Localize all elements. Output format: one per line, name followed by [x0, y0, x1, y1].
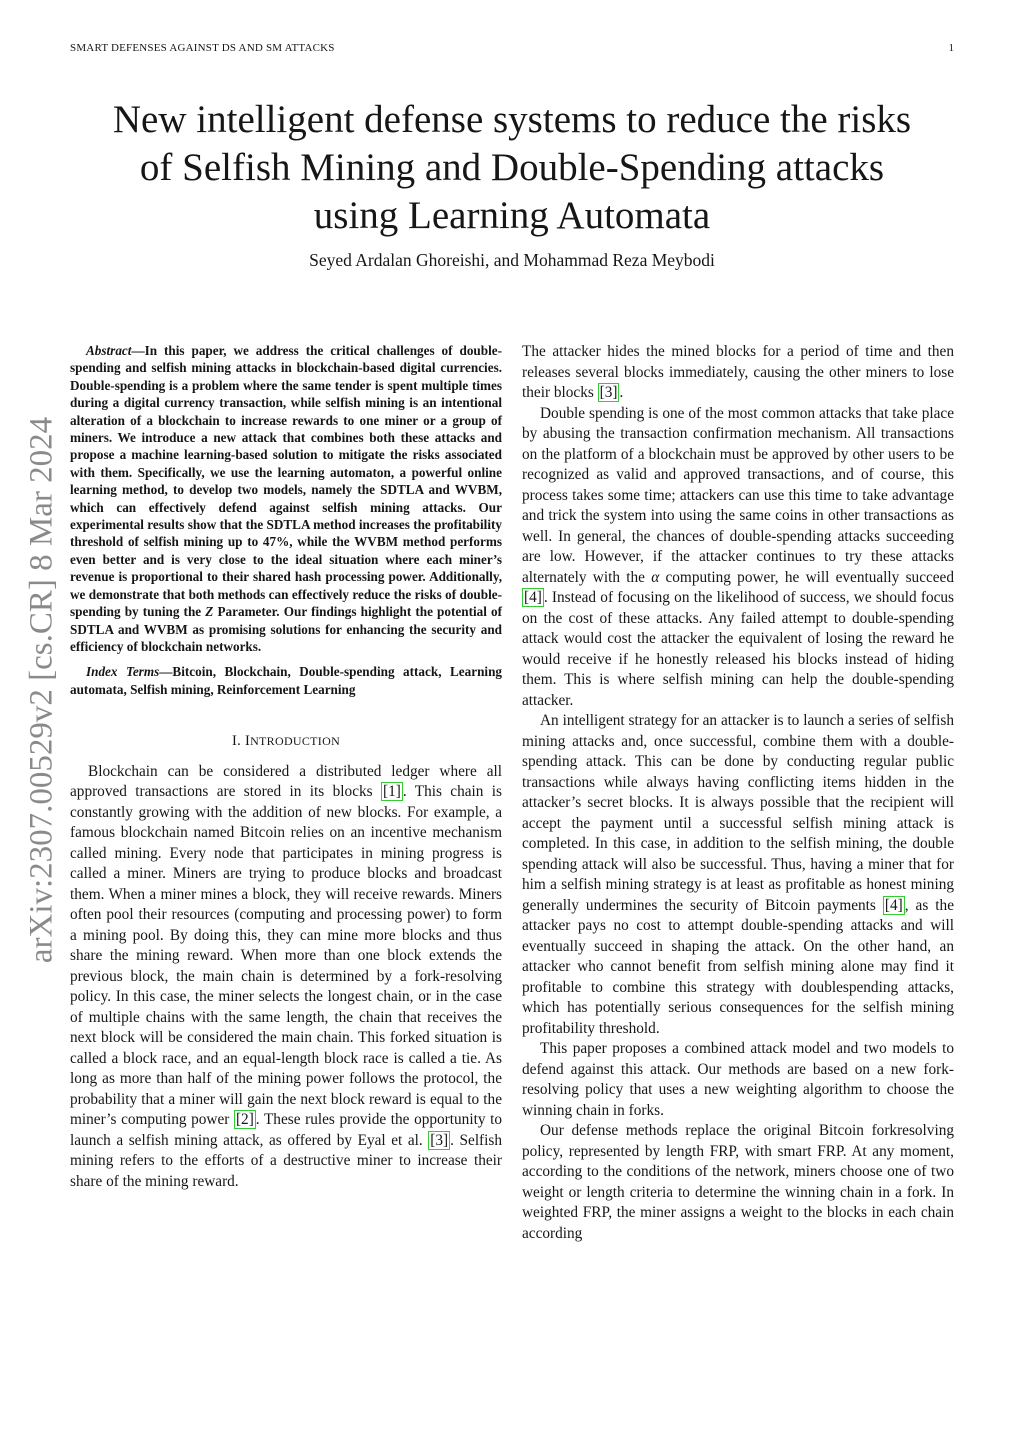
arxiv-stamp-text: arXiv:2307.00529v2 [cs.CR] 8 Mar 2024 [23, 416, 60, 964]
paragraph-text: Double spending is one of the most common attacks that take place by abusing the transaction confirmation mechanism. All transactions on the platform of a blockchain must be approved by other users to be recognized as valid and approved transactions, and of course, this process takes some time; attackers can use this time to take advantage and trick the system into using the same coins in other transactions as well. In general, the chances of double-spending attacks succeeding are low. However, if the attacker continues to try these attacks alternately with the [522, 404, 954, 586]
page-number: 1 [948, 42, 954, 54]
citation-link[interactable]: [1] [382, 783, 401, 801]
left-column [70, 342, 502, 1192]
section-initial: I [244, 733, 251, 750]
right-column [522, 342, 954, 1244]
defense-methods-paragraph [522, 1121, 954, 1244]
paragraph-text: , as the attacker pays no cost to attempt double-spending attacks and will eventually succeed in shaping the attack. On the other hand, an attacker who cannot benefit from selfish mining alone may find it profitable to combine this strategy with doublespending attacks, which has potentially serious consequences for the selfish mining profitability threshold. [522, 896, 954, 1037]
citation-link[interactable]: [3] [599, 384, 618, 401]
proposal-paragraph [522, 1039, 954, 1121]
index-terms [70, 663, 502, 698]
title-line-2: of Selfish Mining and Double-Spending attacks [139, 146, 885, 189]
strategy-paragraph [522, 711, 954, 1039]
math-symbol: Z [205, 604, 214, 620]
title-line-3: using Learning Automata [313, 194, 711, 237]
index-terms-text: —Bitcoin, Blockchain, Double-spending attack, Learning automata, Selfish mining, Reinforcement Learning [70, 664, 502, 697]
index-terms-label: Index Terms [86, 664, 160, 680]
abstract-label: Abstract [86, 343, 132, 358]
citation-link[interactable]: [4] [524, 589, 542, 606]
paragraph-text: computing power, he will eventually succeed [659, 568, 954, 586]
double-spending-paragraph [522, 404, 954, 712]
section-title-rest: NTRODUCTION [250, 734, 341, 749]
paragraph-text: An intelligent strategy for an attacker is to launch a series of selfish mining attacks and, once successful, combine them with a double-spending attack. This can be done by conducting regular public transactions while always having conflicting items hidden in the attacker’s secret blocks. It is always possible that the recipient will accept the payment until a successful selfish mining attack is completed. In this case, in addition to the selfish mining, the double spending attack will also be successful. Thus, having a miner that for him a selfish mining strategy is at least as profitable as honest mining generally undermines the security of Bitcoin payments [522, 712, 954, 914]
paragraph-text: Blockchain can be considered a distributed ledger where all approved transactions are stored in its blocks [70, 762, 502, 801]
citation-link[interactable]: [3] [430, 1131, 449, 1149]
citation-link[interactable]: [4] [884, 896, 903, 914]
paragraph-text: . [619, 384, 624, 401]
continued-paragraph [522, 342, 954, 404]
math-symbol: α [651, 568, 660, 586]
citation-link[interactable]: [2] [235, 1111, 254, 1129]
paragraph-text: . Instead of focusing on the likelihood of success, we should focus on the cost of these attacks. Any failed attempt to double-spending attack would cost the attacker the equivalent of losing the reward he would receive if he honestly released his blocks instead of hiding them. This is where selfish mining can help the double-spending attacker. [522, 589, 954, 709]
paragraph-text: . This chain is constantly growing with the addition of new blocks. For example, a famous blockchain named Bitcoin relies on an incentive mechanism called mining. Every node that participates in mining progress is called a miner. Miners are trying to produce blocks and broadcast them. When a miner mines a block, they will receive rewards. Miners often pool their resources (computing and processing power) to form a mining pool. By doing this, they can mine more blocks and thus share the mining reward. When more than one block extends the previous block, the main chain is determined by a fork-resolving policy. In this case, the miner selects the longest chain, or in the case of multiple chains with the same length, the chain that receives the next block will be considered the main chain. This forked situation is called a block race, and an equal-length block race is called a tie. As long as more than half of the mining power follows the protocol, the probability that a miner will gain the next block reward is equal to the miner’s computing power [70, 783, 503, 1129]
author-list: Seyed Ardalan Ghoreishi, and Mohammad Reza Meybodi [309, 250, 715, 270]
paragraph-text: Our defense methods replace the original Bitcoin forkresolving policy, represented by length FRP, with smart FRP. At any moment, according to the conditions of the network, miners choose one of two weight or length criteria to determine the winning chain in a fork. In weighted FRP, the miner assigns a weight to the blocks in each chain according [522, 1122, 954, 1242]
paragraph-text: . These rules provide the opportunity to launch a selfish mining attack, as offered by Eyal et al. [70, 1111, 502, 1149]
section-heading-introduction [70, 731, 502, 752]
paragraph-text: This paper proposes a combined attack model and two models to defend against this attack. Our methods are based on a new fork-resolving policy that uses a new weighting algorithm to choose the winning chain in forks. [522, 1040, 954, 1119]
intro-paragraph [70, 762, 502, 1193]
running-head: SMART DEFENSES AGAINST DS AND SM ATTACKS [70, 42, 335, 54]
abstract [70, 342, 502, 655]
paper-title [60, 96, 964, 240]
paragraph-text: The attacker hides the mined blocks for a period of time and then releases several blocks immediately, causing the other miners to lose their blocks [522, 343, 954, 401]
abstract-text: —In this paper, we address the critical challenges of double-spending and selfish mining attacks in blockchain-based digital currencies. Double-spending is a problem where the same tender is spent multiple times during a digital currency transaction, while selfish mining is an intentional alteration of a blockchain to increase rewards to one miner or a group of miners. We introduce a new attack that combines both these attacks and propose a machine learning-based solution to mitigate the risks associated with them. Specifically, we use the learning automaton, a powerful online learning method, to develop two models, namely the SDTLA and WVBM, which can effectively defend against selfish mining attacks. Our experimental results show that the SDTLA method increases the profitability threshold of selfish mining up to 47%, while the WVBM method performs even better and is very close to the ideal situation where each miner’s revenue is proportional to their shared hash processing power. Additionally, we demonstrate that both methods can effectively reduce the risks of double-spending by tuning the [70, 343, 502, 620]
abstract-text-end: Parameter. Our findings highlight the potential of SDTLA and WVBM as promising solutions for enhancing the security and efficiency of blockchain networks. [70, 604, 502, 654]
paragraph-text: . Selfish mining refers to the efforts of a destructive miner to increase their share of the mining reward. [70, 1131, 503, 1190]
title-line-1: New intelligent defense systems to reduce the risks [112, 98, 912, 141]
section-number: I. [231, 733, 245, 750]
